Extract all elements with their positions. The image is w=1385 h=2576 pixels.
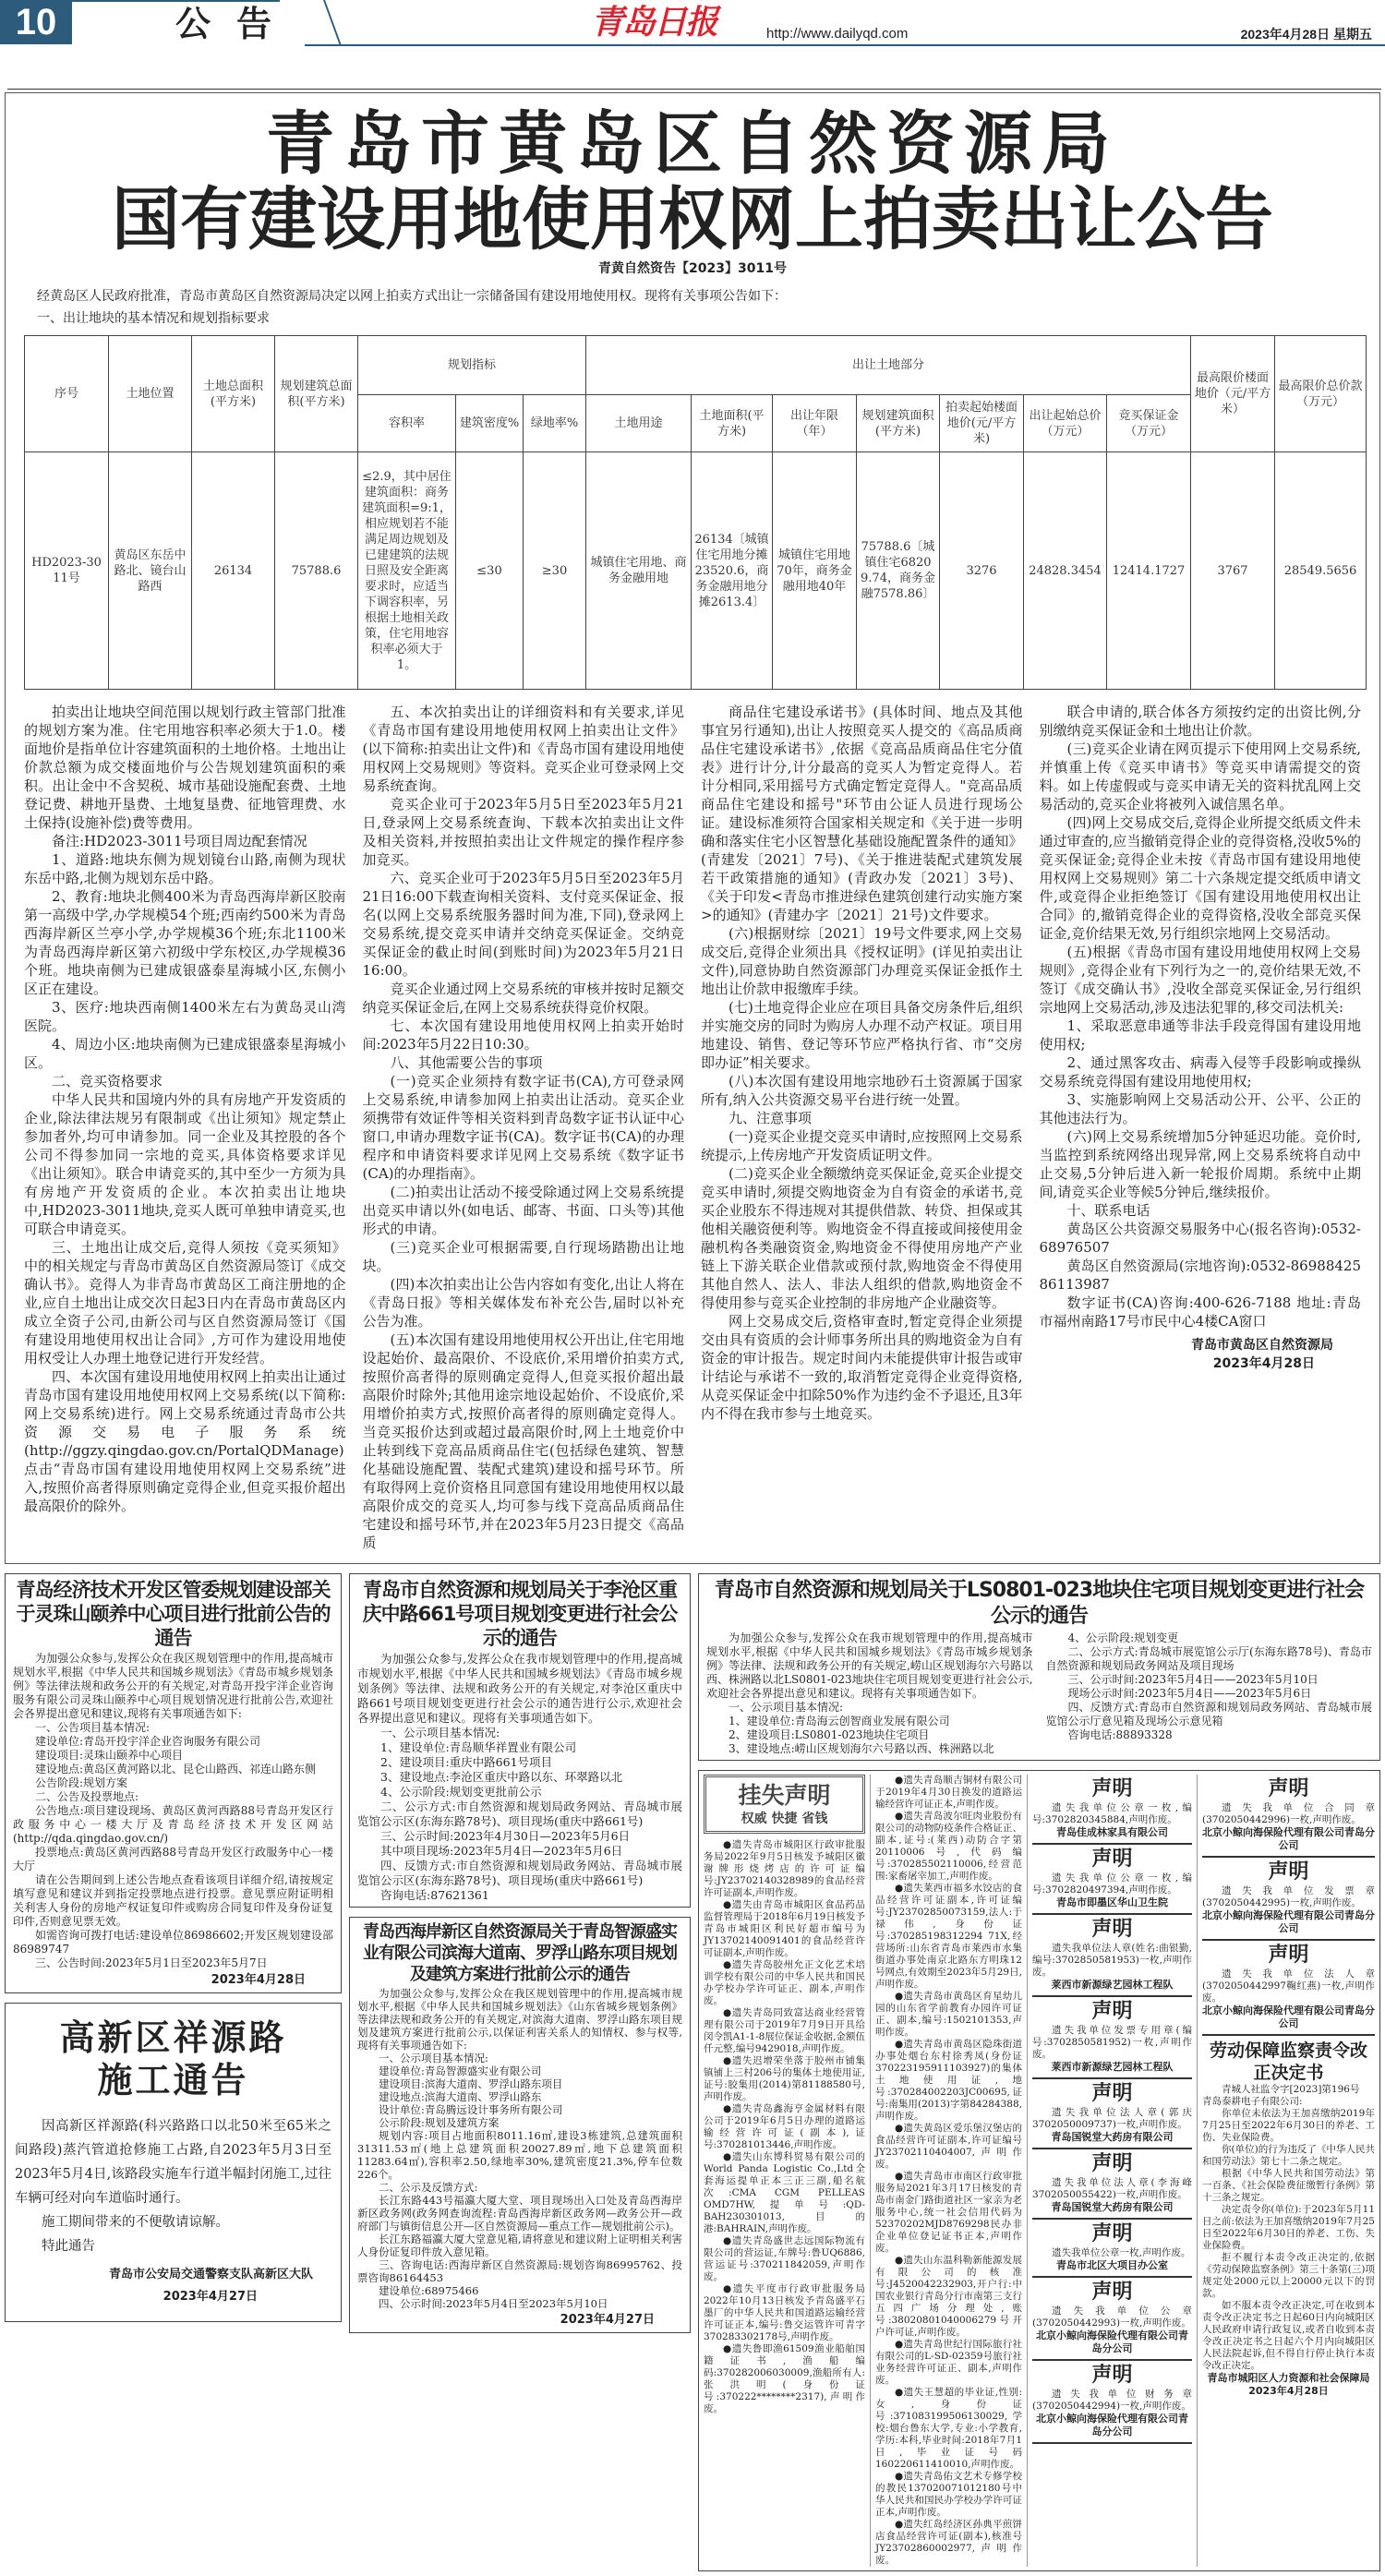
paragraph: (四)网上交易成交后,竞得企业所提交纸质文件未通过审查的,应当撤销竞得企业的竞得资格,没收5%的竞买保证金;竞得企业未按《青岛市国有建设用地使用权网上交易规则》第二十六条规定提交纸质申请文件,或竞得企业拒绝签订《国有建设用地使用权出让合同》的,撤销竞得企业的竞得资格,没收全部竞买保证金,竞价结果无效,另行组织宗地网上交易活动。	[1039, 814, 1361, 942]
notice-ls0801-023	[698, 1573, 1380, 1761]
paragraph: ●遗失山东温科勒新能源发展有限公司的核准号:J4520042232903,开户行:中国农业银行青岛分行市南第三支行五四广场分理处,账号:38020801040006279号开户许可证,声明作废。	[875, 2255, 1022, 2338]
th-max-total: 最高限价总价款（万元）	[1275, 336, 1367, 452]
auction-notice	[5, 92, 1380, 1564]
paragraph: ●遗失平度市行政审批服务局2022年10月13日核发予青岛盛平石墨厂的中华人民共和国道路运输经营许可证正本,编号:鲁交运管许可青字370283302178号,声明作废。	[704, 2283, 865, 2342]
paragraph: (五)根据《青岛市国有建设用地使用权网上交易规则》,竞得企业有下列行为之一的,竞价结果无效,不签订《成交确认书》,没收全部竞买保证金,另行组织宗地网上交易活动,涉及违法犯罪的,移交司法机关:	[1039, 944, 1361, 1016]
paragraph: 1、建设单位:青岛海云创智商业发展有限公司	[729, 1715, 950, 1727]
paragraph: 设计单位:青岛腾远设计事务所有限公司	[379, 2103, 563, 2116]
statement-text: 遗失我单位财务章(3702050442994)一枚,声明作废。	[1032, 2389, 1192, 2412]
statement-heading: 声明	[1268, 1944, 1309, 1967]
lost-notices-col2	[871, 1775, 1028, 2567]
paragraph: 现场公示时间:2023年5月4日——2023年5月6日	[1067, 1687, 1312, 1700]
paragraph: 二、公示方式:青岛城市展览馆公示厅(东海东路78号)、青岛市自然资源和规划局政务网站及项目现场	[1045, 1645, 1372, 1672]
paragraph: ●遗失莱西市福多水饺店的食品经营许可证副本,许可证编号:JY23702850073159,法人:于禄伟,身份证号:370285198312294 71X,经营场所:山东省青岛市莱西市水集街道办事处南京北路东方明珠12号网点,有效期至2023年5月29日,声明作废。	[875, 1883, 1022, 1990]
paragraph: (一)竞买企业须持有数字证书(CA),方可登录网上交易系统,申请参加网上拍卖出让活动。竞买企业须携带有效证件等相关资料到青岛数字证书认证中心窗口,申请办理数字证书(CA)。数字证书(CA)的办理程序和申请资料要求详见网上交易系统《数字证书(CA)的办理指南》。	[362, 1073, 684, 1182]
statement-heading: 声明	[1091, 2000, 1133, 2023]
paragraph: 三、公示时间:2023年5月4日——2023年5月10日	[1067, 1673, 1319, 1686]
paragraph: 决定责令你(单位):于2023年5月11日之前:依法为王加喜缴纳2019年7月25日至2022年6月30日的养老、工伤、失业保险费。	[1202, 2204, 1375, 2251]
statement-org: 北京小鲸向海保险代理有限公司青岛分公司	[1036, 2329, 1188, 2354]
statement-org: 北京小鲸向海保险代理有限公司青岛分公司	[1202, 1909, 1375, 1934]
paragraph: 八、其他需要公告的事项	[390, 1054, 543, 1071]
table-row	[25, 452, 1367, 690]
issue-date: 2023年4月28日 星期五	[1240, 27, 1372, 42]
statement-heading: 声明	[1091, 1777, 1133, 1800]
paragraph: 二、竞买资格要求	[52, 1073, 163, 1089]
cell-use: 城镇住宅用地、商务金融用地	[586, 452, 692, 690]
paragraph: ●遗失青岛佑文艺术专修学校的教民137020071012180号中华人民共和国民办学校办学许可证正本,声明作废。	[875, 2471, 1022, 2518]
paragraph: 建设单位:68975466	[379, 2284, 479, 2297]
cell-seq: HD2023-3011号	[25, 452, 109, 690]
paragraph: 商品住宅建设承诺书》(具体时间、地点及其他事宜另行通知),出让人按照竞买人提交的《高品质商品住宅建设承诺书》,依据《竞高品质商品住宅分值表》进行计分,计分最高的竞买人为暂定竞得人。若计分相同,采用摇号方式确定暂定竞得人。"竞高品质商品住宅建设和摇号"环节由公证人员进行现场公证。建设标准须符合国家相关规定和《关于进一步明确和落实住宅小区智慧化基础设施配置条件的通知》(青建发〔2021〕7号)、《关于推进装配式建筑发展若干政策措施的通知》(青政办发〔2021〕3号)、《关于印发<青岛市推进绿色建筑创建行动实施方案>的通知》(青建办字〔2021〕21号)文件要求。	[701, 704, 1023, 923]
th-term: 出让年限（年）	[773, 395, 857, 452]
newspaper-url[interactable]: http://www.dailyqd.com	[766, 26, 909, 42]
statement-heading: 声明	[1268, 1860, 1309, 1884]
paragraph: ●遗失青岛盛世志远国际物流有限公司的营运证,车牌号:鲁UQ6886,营运证号:370211842059,声明作废。	[704, 2235, 865, 2282]
paragraph: 1、采取恶意串通等非法手段竞得国有建设用地使用权;	[1039, 1017, 1361, 1053]
statements-left	[1028, 1775, 1198, 2567]
th-seq: 序号	[25, 336, 109, 452]
th-plan-area: 规划建筑总面积(平方米)	[275, 336, 358, 452]
th-start-floor-price: 拍卖起始楼面地价(元/平方米)	[940, 395, 1024, 452]
cell-start-total: 24828.3454	[1024, 452, 1107, 690]
paragraph: 一、公告项目基本情况:	[35, 1721, 151, 1734]
paragraph: 2、通过黑客攻击、病毒入侵等手段影响或操纵交易系统竞得国有建设用地使用权;	[1039, 1054, 1361, 1089]
paragraph: 4、周边小区:地块南侧为已建成银盛泰星海城小区。	[24, 1036, 346, 1071]
lost-statement	[1032, 1845, 1192, 1915]
paragraph: 1、建设单位:青岛顺华祥置业有限公司	[380, 1740, 577, 1754]
lost-notices-panel	[698, 1770, 1380, 2571]
notice-body	[357, 1652, 682, 1903]
body-column-1	[24, 703, 346, 1515]
th-start-total: 出让起始总价（万元）	[1024, 395, 1107, 452]
notice-title-line1: 青岛市黄岛区自然资源局	[266, 104, 1119, 184]
statement-heading: 声明	[1091, 2364, 1133, 2387]
paragraph: (六)网上交易系统增加5分钟延迟功能。竞价时,当监控到系统网络出现异常,网上交易系统将自动中止交易,5分钟后进入新一轮报价周期。系统中止期间,请竞买企业等候5分钟后,继续报价。	[1039, 1128, 1361, 1200]
statement-text: 遗失我单位合同章(3702050442996)一枚,声明作废。	[1202, 1802, 1375, 1825]
paragraph: 你单位未依法为王加喜缴纳2019年7月25日至2022年6月30日的养老、工伤、失业保险费。	[1202, 2108, 1375, 2143]
labor-addressee: 青岛泰耕电子有限公司:	[1202, 2096, 1303, 2107]
statement-text: 遗失我单位公章一枚,编号:3702820345884,声明作废。	[1032, 1802, 1192, 1825]
document-number: 青黄自然资告【2023】3011号	[598, 261, 787, 276]
paragraph: 网上交易成交后,资格审查时,暂定竞得企业须提交由具有资质的会计师事务所出具的购地资金为自有资金的审计报告。规定时间内未能提供审计报告或审计结论与承诺不一致的,取消暂定竞得企业竞得资格,从竞买保证金中扣除50%作为违约金不予退还,且3年内不得在我市参与土地竞买。	[701, 1313, 1023, 1422]
paragraph: ●遗失青岛市市南区行政审批服务局2021年3月17日核发的青岛市南金门路街道社区一家亲为老服务中心,统一社会信用代码为52370202MJD8769298民办非企业单位登记证书正本,声明作废。	[875, 2171, 1022, 2254]
paragraph: 拒不履行本责令改正决定的,依据《劳动保障监察条例》第三十条第(三)项规定处2000元以上20000元以下的罚款。	[1202, 2252, 1375, 2299]
statement-heading: 声明	[1091, 1848, 1133, 1871]
notice-org: 青岛市公安局交通警察支队高新区大队	[108, 2268, 313, 2281]
paragraph: 3、实施影响网上交易活动公开、公平、公正的其他违法行为。	[1039, 1091, 1361, 1126]
paragraph: 请在公告期间到上述公告地点查看该项目详细介绍,请按规定填写意见和建议并到指定投票地点进行投票。意见票应附证明相关利害人身份的房地产权证复印件或购房合同复印件及身份证复印件,否则意见票无效。	[13, 1873, 333, 1928]
cell-plan-area: 75788.6	[275, 452, 358, 690]
notice-body	[357, 1987, 682, 2310]
paragraph: 四、反馈方式:市自然资源和规划局政务网站、青岛城市展览馆公示区(东海东路78号)、项目现场(重庆中路661号)	[357, 1859, 682, 1887]
paragraph: 拍卖出让地块空间范围以规划行政主管部门批准的规划方案为准。住宅用地容积率必须大于1.0。楼面地价是指单位计容建筑面积的土地价格。土地出让价款总额为成交楼面地价与公告规划建筑面积的乘积。出让金中不含契税、城市基础设施配套费、土地登记费、耕地开垦费、土地复垦费、征地管理费、水土保持(设施补偿)费等费用。	[24, 704, 346, 831]
notice-chongqing-road-661	[349, 1573, 691, 1908]
paragraph: (三)竞买企业请在网页提示下使用网上交易系统,并慎重上传《竞买申请书》等竞买申请需提交的资料。如上传虚假或与竞买申请无关的资料扰乱网上交易活动的,竞买企业将被列入诚信黑名单。	[1039, 740, 1361, 813]
statement-text: 遗失我单位法人章(李海峰3702050055422)一枚,声明作废。	[1032, 2177, 1192, 2200]
paragraph: 六、竞买企业可于2023年5月5日至2023年5月21日16:00下载查询相关资料、支付竞买保证金、报名(以网上交易系统服务器时间为准,下同),登录网上交易系统,提交竞买申请并交纳竞买保证金。交纳竞买保证金的截止时间(到账时间)为2023年5月21日16:00。	[362, 870, 684, 979]
lost-statement	[1032, 1915, 1192, 1997]
paragraph: 2、教育:地块北侧400米为青岛西海岸新区胶南第一高级中学,办学规模54个班;西南约500米为青岛西海岸新区兰亭小学,办学规模36个班;东北1100米为青岛西海岸新区第六初级中学东校区,办学规模36个班。地块南侧为已建成银盛泰星海城小区,东侧小区正在建设。	[24, 888, 346, 997]
paragraph: 四、本次国有建设用地使用权网上拍卖出让通过青岛市国有建设用地使用权网上交易系统(以下简称:网上交易系统)进行。网上交易系统通过青岛市公共资源交易电子服务系统(http://ggzy.qingdao.gov.cn/PortalQDManage)点击“青岛市国有建设用地使用权网上交易系统”进入,按照价高者得原则确定竞得企业,但竞买报价超出最高限价的除外。	[24, 1368, 346, 1514]
banner-slogan: 权威 快捷 省钱	[741, 1812, 828, 1826]
paragraph: 2、建设项目:重庆中路661号项目	[380, 1755, 553, 1769]
statements-right	[1198, 1775, 1379, 2567]
cell-green: ≥30	[524, 452, 586, 690]
lost-statement	[1202, 1775, 1375, 1858]
lost-statement	[1032, 1775, 1192, 1845]
signature	[1040, 1336, 1362, 1373]
paragraph: (二)拍卖出让活动不接受除通过网上交易系统提出竞买申请以外(如电话、邮寄、书面、口头等)其他形式的申请。	[362, 1184, 684, 1237]
paragraph: 二、公告及投票地点:	[35, 1790, 139, 1803]
cell-location: 黄岛区东岳中路北、镜台山路西	[109, 452, 192, 690]
header-rule	[72, 0, 280, 2]
paragraph: 为加强公众参与,发挥公众在我区规划管理中的作用,提高城市规划水平,根据《中华人民共和国城乡规划法》《山东省城乡规划条例》等法律法规和政务公开的有关规定,对滨海大道南、罗浮山路东项目规划及建筑方案进行批前公示,以保证利害关系人的知情权、参与权等,现将有关事项通告如下:	[357, 1987, 682, 2052]
cell-density: ≤30	[456, 452, 524, 690]
notice-body	[13, 1652, 333, 1970]
notice-title: 青岛经济技术开发区管委规划建设部关于灵珠山颐养中心项目进行批前公告的通告	[16, 1579, 331, 1649]
paragraph: (一)竞买企业提交竞买申请时,应按照网上交易系统提示,上传房地产开发资质证明文件。	[701, 1128, 1023, 1163]
page-number: 10	[0, 0, 72, 44]
paragraph: 施工期间带来的不便敬请谅解。	[42, 2215, 229, 2230]
statement-org: 莱西市新源绿艺园林工程队	[1051, 1979, 1174, 1991]
th-deposit: 竞买保证金（万元）	[1107, 395, 1191, 452]
th-total-area: 土地总面积(平方米)	[192, 336, 275, 452]
paragraph: ●遗失迟增荣坐落于胶州市铺集镇铺上三村206号的集体土地使用证,证号:胶集用(2014)第81188580号,声明作废。	[704, 2055, 865, 2102]
paragraph: (五)本次国有建设用地使用权公开出让,住宅用地设起始价、最高限价、不设底价,采用增价拍卖方式,按照价高者得的原则确定竞得人,但竞买报价超出最高限价时除外;其他用途宗地设起始价、不设底价,采用增价拍卖方式,按照价高者得的原则确定竞得人。当竞买报价达到或超过最高限价时,网上土地竞价中止转到线下竞高品质商品住宅(包括绿色建筑、智慧化基础设施配置、装配式建筑)建设和摇号环节。所有取得网上竞价资格且同意国有建设用地使用权以最高限价成交的竞买人,均可参与线下竞高品质商品住宅建设和摇号环节,并在2023年5月23日提交《高品质	[362, 1331, 684, 1551]
paragraph: (七)土地竞得企业应在项目具备交房条件后,组织并实施交房的同时为购房人办理不动产权证。项目用地建设、销售、登记等环节应严格执行省、市“交房即办证”相关要求。	[701, 999, 1023, 1071]
statement-heading: 声明	[1268, 1777, 1309, 1800]
paragraph: 建设项目:灵珠山颐养中心项目	[35, 1749, 184, 1762]
signature-date: 2023年4月28日	[1212, 1356, 1315, 1371]
lost-statement	[1032, 2079, 1192, 2149]
intro-text: 经黄岛区人民政府批准，青岛市黄岛区自然资源局决定以网上拍卖方式出让一宗储备国有建设用地使用权。现将有关事项公告如下：	[37, 289, 787, 304]
paragraph: 建设单位:青岛智源盛实业有限公司	[379, 2064, 542, 2077]
paragraph: 建设单位:青岛开投宇洋企业咨询服务有限公司	[35, 1735, 261, 1748]
statement-heading: 声明	[1091, 2281, 1133, 2304]
paragraph: 三、咨询电话:西海岸新区自然资源局:规划咨询86995762、投票咨询86164453	[357, 2258, 682, 2284]
paragraph: 长江东路443号福瀛大厦大堂、项目现场出入口处及青岛西海岸新区政务网(政务网查询流程:青岛西海岸新区政务网—政务公开—政府部门与镇街信息公开—区自然资源局—重点工作—规划批前公示)。	[357, 2194, 682, 2233]
notice-title: 青岛市自然资源和规划局关于LS0801-023地块住宅项目规划变更进行社会公示的通告	[714, 1579, 1365, 1628]
paragraph: (八)本次国有建设用地宗地砂石土资源属于国家所有,纳入公共资源交易平台进行统一处置。	[701, 1073, 1023, 1108]
cell-total-area: 26134	[192, 452, 275, 690]
paragraph: 建设项目:滨海大道南、罗浮山路东项目	[379, 2077, 563, 2090]
lost-statement	[1032, 2220, 1192, 2278]
paragraph: 竞买企业可于2023年5月5日至2023年5月21日,登录网上交易系统查询、下载本次拍卖出让文件及相关资料,并按照拍卖出让文件规定的操作程序参加竞买。	[362, 796, 684, 868]
notice-date: 2023年4月28日	[211, 1973, 306, 1987]
cell-start-floor-price: 3276	[940, 452, 1024, 690]
paragraph: 为加强公众参与,发挥公众在我区规划管理中的作用,提高城市规划水平,根据《中华人民共和国城乡规划法》《青岛市城乡规划条例》等法律法规和政务公开的有关规定,对青岛开投宇洋企业咨询服务有限公司灵珠山颐养中心项目规划情况进行批前公告,欢迎社会各界提出意见和建议,现将有关事项通告如下:	[13, 1652, 333, 1720]
th-land-area: 土地面积(平方米)	[692, 395, 773, 452]
notice-date: 2023年4月27日	[560, 2313, 655, 2327]
lost-notice-banner	[704, 1775, 865, 1834]
paragraph: ●遗失山东博科贸易有限公司的World Panda Logistic Co.,Ltd全套海运提单正本三正三副,船名航次:CMA CGM PELLEAS OMD7HW,提单号:QD-BAH230301013,目的港:BAHRAIN,声明作废。	[704, 2151, 865, 2234]
statement-org: 青岛佳成林家具有限公司	[1056, 1826, 1168, 1838]
paragraph: 规划内容:项目占地面积8011.16㎡,建设3栋建筑,总建筑面积31311.53㎡(地上总建筑面积20027.89㎡,地下总建筑面积11283.64㎡),容积率2.50,绿地率30%,建筑密度21.3%,停车位数226个。	[357, 2129, 682, 2181]
land-parcel-table	[24, 335, 1367, 690]
statement-org: 青岛国锐堂大药房有限公司	[1051, 2201, 1174, 2213]
lost-statement	[1032, 2278, 1192, 2361]
paragraph: 投票地点:黄岛区黄河西路88号青岛开发区行政服务中心一楼大厅	[13, 1846, 333, 1872]
paragraph: 三、公告时间:2023年5月1日至2023年5月7日	[35, 1956, 268, 1969]
notice-date: 2023年4月27日	[163, 2290, 258, 2304]
paragraph: 三、土地出让成交后,竞得人须按《竞买须知》中的相关规定与青岛市黄岛区自然资源局签订《成交确认书》。竞得人为非青岛市黄岛区工商注册地的企业,应自土地出让成交次日起3日内在青岛市黄岛区内成立全资子公司,由新公司与区自然资源局签订《国有建设用地使用权出让合同》,方可作为建设用地使用权受让人办理土地登记进行开发经营。	[24, 1239, 346, 1366]
statement-heading: 声明	[1091, 2222, 1133, 2245]
statement-heading: 声明	[1091, 2082, 1133, 2105]
th-density: 建筑密度%	[456, 395, 524, 452]
statement-org: 莱西市新源绿艺园林工程队	[1051, 2061, 1174, 2073]
cell-deposit: 12414.1727	[1107, 452, 1191, 690]
statement-text: 遗失我单位发票专用章(编号:3702850581952)一枚,声明作废。	[1032, 2025, 1192, 2060]
notice-title: 青岛西海岸新区自然资源局关于青岛智源盛实业有限公司滨海大道南、罗浮山路东项目规划及建筑方案进行批前公示的通告	[363, 1922, 677, 1984]
paragraph: 4、公示阶段:规划变更批前公示	[380, 1785, 542, 1799]
cell-build-area: 75788.6〔城镇住宅68209.74，商务金融7578.86〕	[857, 452, 940, 690]
paragraph: 你(单位)的行为违反了《中华人民共和国劳动法》第七十二条之规定。	[1202, 2144, 1375, 2167]
cell-far: ≤2.9，其中居住建筑面积：商务建筑面积=9:1，相应规划若不能满足周边规划及已建建筑的法规日照及安全距离要求时，应适当下调容积率，另根据土地相关政策，住宅用地容积率必须大于1。	[358, 452, 456, 690]
paragraph: 联合申请的,联合体各方须按约定的出资比例,分别缴纳竞买保证金和土地出让价款。	[1039, 704, 1361, 739]
paragraph: 为加强公众参与,发挥公众在我市规划管理中的作用,提高城市规划水平,根据《中华人民共和国城乡规划法》《青岛市城乡规划条例》等法律、法规和政务公开的有关规定,对李沧区重庆中路661号项目规划变更进行社会公示的通告进行公示,欢迎社会各界提出意见和建议。现将有关事项通告如下。	[357, 1652, 682, 1725]
paragraph: 黄岛区公共资源交易服务中心(报名咨询):0532-68976507	[1039, 1221, 1361, 1256]
statement-org: 北京小鲸向海保险代理有限公司青岛分公司	[1036, 2413, 1188, 2438]
paragraph: ●遗失青岛市黄岛区育星幼儿园的山东省学前教育办园许可证正、副本,编号:1502101353,声明作废。	[875, 1991, 1022, 2038]
paragraph: 公告阶段:规划方案	[35, 1776, 128, 1789]
paragraph: 中华人民共和国境内外的具有房地产开发资质的企业,除法律法规另有限制或《出让须知》规定禁止参加者外,均可申请参加。同一企业及其控股的各个公司不得参加同一宗地的竞买,具体资格要求详见《出让须知》。联合申请竞买的,其中至少一方须为具有房地产开发资质的企业。本次拍卖出让地块中,HD2023-3011地块,竞买人既可单独申请竞买,也可联合申请竞买。	[24, 1091, 346, 1237]
labor-org: 青岛市城阳区人力资源和社会保障局	[1207, 2372, 1370, 2384]
paragraph: 数字证书(CA)咨询:400-626-7188 地址:青岛市福州南路17号市民中心4楼CA窗口	[1039, 1294, 1361, 1330]
th-far: 容积率	[358, 395, 456, 452]
paragraph: ●遗失鲁即渔61509渔业船舶国籍证书,渔船编码:370282006030009,渔船所有人:张洪明(身份证号:370222********2317),声明作废。	[704, 2343, 865, 2414]
th-plan-index: 规划指标	[358, 336, 586, 395]
paragraph: ●遗失青岛市黄岛区隐珠街道办事处烟台东村徐秀凤(身份证370223195911103927)的集体土地使用证,地号:370284002203JC00695,证号:南集用(2013)字第84284388,声明作废。	[875, 2039, 1022, 2122]
cell-max-total: 28549.5656	[1275, 452, 1367, 690]
paragraph: 备注:HD2023-3011号项目周边配套情况	[52, 833, 307, 849]
lost-notices-col1	[704, 1839, 865, 2415]
statement-text: 遗失我单位公章一枚,编号:3702820497394,声明作废。	[1032, 1872, 1192, 1896]
paragraph: 五、本次拍卖出让的详细资料和有关要求,详见《青岛市国有建设用地使用权网上拍卖出让文件》(以下简称:拍卖出让文件)和《青岛市国有建设用地使用权网上交易规则》等资料。竞买企业可登录网上交易系统查询。	[362, 704, 684, 794]
paragraph: ●遗失青岛同致富达商业经营管理有限公司于2019年7月9日开具给闵令凯A1-1-8展位保证金收据,金额伍仟元整,编号9429018,声明作废。	[704, 2007, 865, 2054]
paragraph: ●遗失红岛经济区孙典平煎饼店食品经营许可证(副本),核准号JY23702860002977,声明作废。	[875, 2519, 1022, 2566]
paragraph: ●遗失青岛胶州允正文化艺术培训学校有限公司的中华人民共和国民办学校办学许可证正、副本,声明作废。	[704, 1959, 865, 2006]
lost-statement	[1202, 1941, 1375, 2036]
paragraph: 四、公示时间:2023年5月4日至2023年5月10日	[379, 2297, 608, 2310]
paragraph: 为加强公众参与,发挥公众在我市规划管理中的作用,提高城市规划水平,根据《中华人民共和国城乡规划法》《青岛市城乡规划条例》等法律、法规和政务公开的有关规定,崂山区规划海尔六号路以西、株洲路以北LS0801-023地块住宅项目规划变更进行社会公示,欢迎社会各界提出意见和建议。现将有关事项通告如下。	[706, 1631, 1033, 1700]
labor-docno: 青城人社监令字[2023]第196号	[1222, 2084, 1360, 2095]
cell-land-area: 26134〔城镇住宅用地分摊23520.6，商务金融用地分摊2613.4〕	[692, 452, 773, 690]
paragraph: 如不服本责令改正决定,可在收到本责令改正决定书之日起60日内向城阳区人民政府申请行政复议,或者自收到本责令改正决定书之日起六个月内向城阳区人民法院起诉,但不得自行停止执行本责令改正决定。	[1202, 2300, 1375, 2371]
body-column-2	[363, 703, 685, 1552]
paragraph: 3、建设地点:崂山区规划海尔六号路以西、株洲路以北	[729, 1742, 994, 1755]
paragraph: 根据《中华人民共和国劳动法》第一百条、《社会保险费征缴暂行条例》第十三条之规定。	[1202, 2168, 1375, 2203]
paragraph: 长江东路福瀛大厦大堂意见箱,请将意见和建议附上证明相关利害人身份证复印件放入意见箱。	[357, 2233, 682, 2258]
paragraph: 特此通告	[42, 2239, 95, 2254]
labor-date: 2023年4月28日	[1248, 2385, 1329, 2397]
statement-org: 青岛市即墨区华山卫生院	[1056, 1896, 1168, 1908]
paragraph: 一、公示项目基本情况:	[729, 1701, 844, 1714]
header-rule	[305, 44, 1385, 46]
statement-text: 遗失我单位发票章(3702050442995)一枚,声明作废。	[1202, 1885, 1375, 1908]
body-column-4	[1040, 703, 1362, 1330]
th-use: 土地用途	[586, 395, 692, 452]
paragraph: 1、道路:地块东侧为规划镜台山路,南侧为现状东岳中路,北侧为规划东岳中路。	[24, 851, 346, 886]
labor-body	[1202, 2108, 1375, 2372]
paragraph: 四、反馈方式:青岛市自然资源和规划局政务网站、青岛城市展览馆公示厅意见箱及现场公示意见箱	[1045, 1701, 1372, 1727]
statement-heading: 声明	[1091, 2152, 1133, 2175]
paragraph: 咨询电话:88893328	[1067, 1728, 1173, 1741]
paragraph: 其中项目现场:2023年5月4日—2023年5月6日	[380, 1844, 623, 1858]
statement-text: 遗失我单位公章(3702050442993)一枚,声明作废。	[1032, 2305, 1192, 2329]
paragraph: ●遗失黄岛区爱乐堡汉堡店的食品经营许可证副本,许可证编号JY23702110404007,声明作废。	[875, 2123, 1022, 2170]
statement-text: 遗失我单位公章一枚,声明作废。	[1052, 2247, 1191, 2258]
paragraph: 二、公示及反馈方式:	[379, 2181, 478, 2194]
paragraph: 黄岛区自然资源局(宗地咨询):0532-86988425 86113987	[1039, 1258, 1361, 1293]
paragraph: 3、医疗:地块西南侧1400米左右为黄岛灵山湾医院。	[24, 999, 346, 1034]
paragraph: (四)本次拍卖出让公告内容如有变化,出让人将在《青岛日报》等相关媒体发布补充公告,届时以补充公告为准。	[362, 1276, 684, 1330]
section-heading: 一、出让地块的基本情况和规划指标要求	[37, 311, 270, 326]
lost-statement	[1032, 2149, 1192, 2220]
labor-decision	[1202, 2040, 1375, 2398]
statement-org: 北京小鲸向海保险代理有限公司青岛分公司	[1202, 2004, 1375, 2029]
statement-text: 遗失我单位法人章(3702050442997鞠红燕)一枚,声明作废。	[1202, 1968, 1375, 2004]
divider	[7, 89, 1381, 90]
paragraph: 一、公示项目基本情况:	[380, 1726, 500, 1739]
paragraph: 4、公示阶段:规划变更	[1067, 1631, 1179, 1644]
notice-zhiyuansheng	[349, 1917, 691, 2333]
paragraph: ●遗失青岛顺吉铜材有限公司于2019年4月30日换发的道路运输经营许可证正本,声明作废。	[875, 1775, 1022, 1810]
paragraph: 九、注意事项	[729, 1110, 813, 1126]
paragraph: 七、本次国有建设用地使用权网上拍卖开始时间:2023年5月22日10:30。	[362, 1017, 684, 1053]
paragraph: ●遗失青岛波尔旺肉业股份有限公司的动物防疫条件合格证正、副本,证号:(莱西)动防合字第20110006号,代码编号:370285502110006,经营范围:家畜屠宰加工,声明作废。	[875, 1811, 1022, 1882]
th-green: 绿地率%	[524, 395, 586, 452]
paragraph: 十、联系电话	[1066, 1202, 1150, 1219]
notice-lingzhushan	[5, 1573, 342, 1993]
body-column-4-wrap	[1040, 703, 1362, 1373]
body-column-3	[701, 703, 1023, 1423]
cell-term: 城镇住宅用地70年，商务金融用地40年	[773, 452, 857, 690]
paragraph: 2、建设项目:LS0801-023地块住宅项目	[729, 1728, 930, 1741]
paragraph: ●遗失青岛鑫海亨金属材料有限公司于2019年6月5日办理的道路运输经营许可证(副本),证号:370281013446,声明作废。	[704, 2103, 865, 2150]
notice-body	[15, 2114, 331, 2258]
paragraph: ●遗失青岛市城阳区行政审批服务局2022年9月5日核发予城阳区徽谢牌形烧烤店的许可证编号:JY23702140328989的食品经营许可证副本,声明作废。	[704, 1839, 865, 1898]
paragraph: (六)根据财综〔2021〕19号文件要求,网上交易成交后,竞得企业须出具《授权证明》(详见拍卖出让文件),同意协助自然资源部门办理竞买保证金抵作土地出让价款申报缴库手续。	[701, 925, 1023, 997]
statement-text: 遗失我单位法人章(郭庆3702050009737)一枚,声明作废。	[1032, 2107, 1192, 2130]
paragraph: 公示阶段:规划及建筑方案	[379, 2116, 500, 2129]
paragraph: 三、公示时间:2023年4月30日—2023年5月6日	[380, 1829, 631, 1843]
paragraph: ●遗失青岛世纪行国际旅行社有限公司的L-SD-02359号旅行社业务经营许可证正、副本,声明作废。	[875, 2339, 1022, 2386]
paragraph: 因高新区祥源路(科兴路路口以北50米至65米之间路段)蒸汽管道抢修施工占路,自2023年5月3日至2023年5月4日,该路段实施车行道半幅封闭施工,过往车辆可经对向车道临时通行。	[15, 2119, 331, 2206]
paragraph: 二、公示方式:市自然资源和规划局政务网站、青岛城市展览馆公示区(东海东路78号)、项目现场(重庆中路661号)	[357, 1800, 682, 1828]
statement-org: 青岛国锐堂大药房有限公司	[1051, 2131, 1174, 2143]
notice-body	[706, 1631, 1372, 1756]
notice-title: 青岛市自然资源和规划局关于李沧区重庆中路661号项目规划变更进行社会公示的通告	[362, 1579, 678, 1649]
th-max-floor-price: 最高限价楼面地价（元/平方米）	[1191, 336, 1275, 452]
paragraph: 咨询电话:87621361	[380, 1888, 489, 1902]
th-build-area: 规划建筑面积(平方米)	[857, 395, 940, 452]
notice-xiangyuan-road	[5, 2003, 342, 2322]
signature-org: 青岛市黄岛区自然资源局	[1191, 1338, 1333, 1353]
statement-org: 青岛市北区大项目办公室	[1056, 2259, 1168, 2271]
paragraph: 公告地点:项目建设现场、黄岛区黄河西路88号青岛开发区行政服务中心一楼大厅及青岛经济技术开发区网站(http://qda.qingdao.gov.cn/)	[13, 1804, 333, 1845]
th-transfer: 出让土地部分	[586, 336, 1191, 395]
paragraph: 3、建设地点:李沧区重庆中路以东、环翠路以北	[380, 1770, 623, 1784]
paragraph: ●遗失由青岛市城阳区食品药品监督管理局于2018年6月19日核发予青岛市城阳区利民好超市编号为JY13702140091401的食品经营许可证副本,声明作废。	[704, 1899, 865, 1958]
statement-text: 遗失我单位法人章(姓名:曲银勤,编号:3702850581953)一枚,声明作废。	[1032, 1943, 1192, 1978]
cell-max-floor-price: 3767	[1191, 452, 1275, 690]
newspaper-logo: 青岛日报	[591, 3, 717, 42]
notice-title-line2: 国有建设用地使用权网上拍卖出让公告	[112, 180, 1273, 259]
paragraph: (三)竞买企业可根据需要,自行现场踏勘出让地块。	[362, 1239, 684, 1274]
paragraph: (二)竞买企业全额缴纳竞买保证金,竞买企业提交竞买申请时,须提交购地资金为自有资金的承诺书,竞买企业股东不得违规对其提供借款、转贷、担保或其他相关融资便利等。购地资金不得直接或间接使用金融机构各类融资资金,购地资金不得使用房地产产业链上下游关联企业借款或预付款,购地资金不得使用其他自然人、法人、非法人组织的借款,购地资金不得使用参与竞买企业控制的非房地产企业融资等。	[701, 1165, 1023, 1311]
paragraph: 建设地点:黄岛区黄河路以北、昆仑山路西、祁连山路东侧	[35, 1763, 317, 1776]
banner-title: 挂失声明	[738, 1782, 831, 1809]
statement-org: 北京小鲸向海保险代理有限公司青岛分公司	[1202, 1826, 1375, 1851]
notice-title: 高新区祥源路施工通告	[59, 2017, 287, 2101]
lost-statement	[1202, 1858, 1375, 1941]
paragraph: 如需咨询可拨打电话:建设单位86986602;开发区规划建设部86989747	[13, 1929, 333, 1956]
labor-title: 劳动保障监察责令改正决定书	[1209, 2040, 1367, 2083]
paragraph: ●遗失王慧超的毕业证,性别:女,身份证号:371083199506130029,学校:烟台鲁东大学,专业:小学教育,学历:本科,毕业时间:2018年7月1日,毕业证号码160220611410010,声明作废。	[875, 2387, 1022, 2470]
paragraph: 建设地点:滨海大道南、罗浮山路东	[379, 2090, 542, 2103]
th-location: 土地位置	[109, 336, 192, 452]
lost-statement	[1032, 1997, 1192, 2079]
paragraph: 竞买企业通过网上交易系统的审核并按时足额交纳竞买保证金后,在网上交易系统获得竞价权限。	[362, 981, 684, 1016]
lost-statement	[1032, 2361, 1192, 2444]
statement-heading: 声明	[1091, 1918, 1133, 1941]
section-title: 公告	[175, 3, 298, 44]
paragraph: 一、公示项目基本情况:	[379, 2052, 488, 2064]
